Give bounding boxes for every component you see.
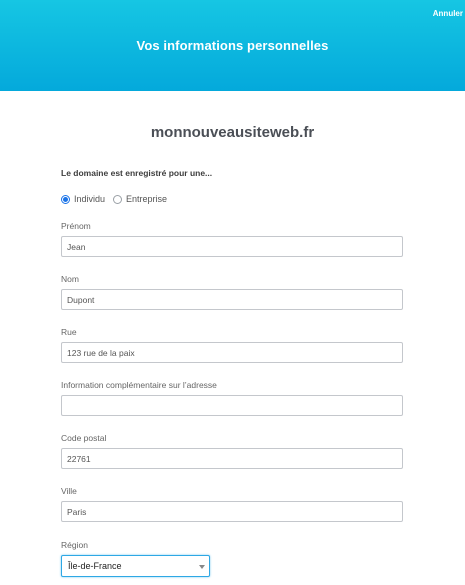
first-name-input[interactable] — [61, 236, 403, 257]
page-title: Vos informations personnelles — [136, 38, 329, 53]
radio-individu[interactable] — [61, 195, 70, 204]
region-label: Région — [61, 540, 88, 550]
first-name-label: Prénom — [61, 221, 91, 231]
city-label: Ville — [61, 486, 77, 496]
region-select[interactable] — [61, 555, 210, 577]
address-extra-input[interactable] — [61, 395, 403, 416]
last-name-input[interactable] — [61, 289, 403, 310]
city-input[interactable] — [61, 501, 403, 522]
radio-entreprise[interactable] — [113, 195, 122, 204]
street-input[interactable] — [61, 342, 403, 363]
chevron-down-icon — [199, 565, 205, 569]
region-selected-value: Île-de-France — [68, 561, 122, 571]
radio-individu-label[interactable]: Individu — [74, 194, 106, 204]
registrant-type-group — [61, 193, 175, 205]
radio-entreprise-label[interactable]: Entreprise — [126, 194, 168, 204]
registrant-question: Le domaine est enregistré pour une... — [61, 168, 213, 178]
address-extra-label: Information complémentaire sur l’adresse — [61, 380, 217, 390]
postal-code-label: Code postal — [61, 433, 107, 443]
postal-code-input[interactable] — [61, 448, 403, 469]
street-label: Rue — [61, 327, 77, 337]
last-name-label: Nom — [61, 274, 79, 284]
header-banner — [0, 0, 465, 91]
domain-name: monnouveausiteweb.fr — [150, 124, 315, 141]
cancel-link[interactable]: Annuler — [432, 9, 463, 18]
